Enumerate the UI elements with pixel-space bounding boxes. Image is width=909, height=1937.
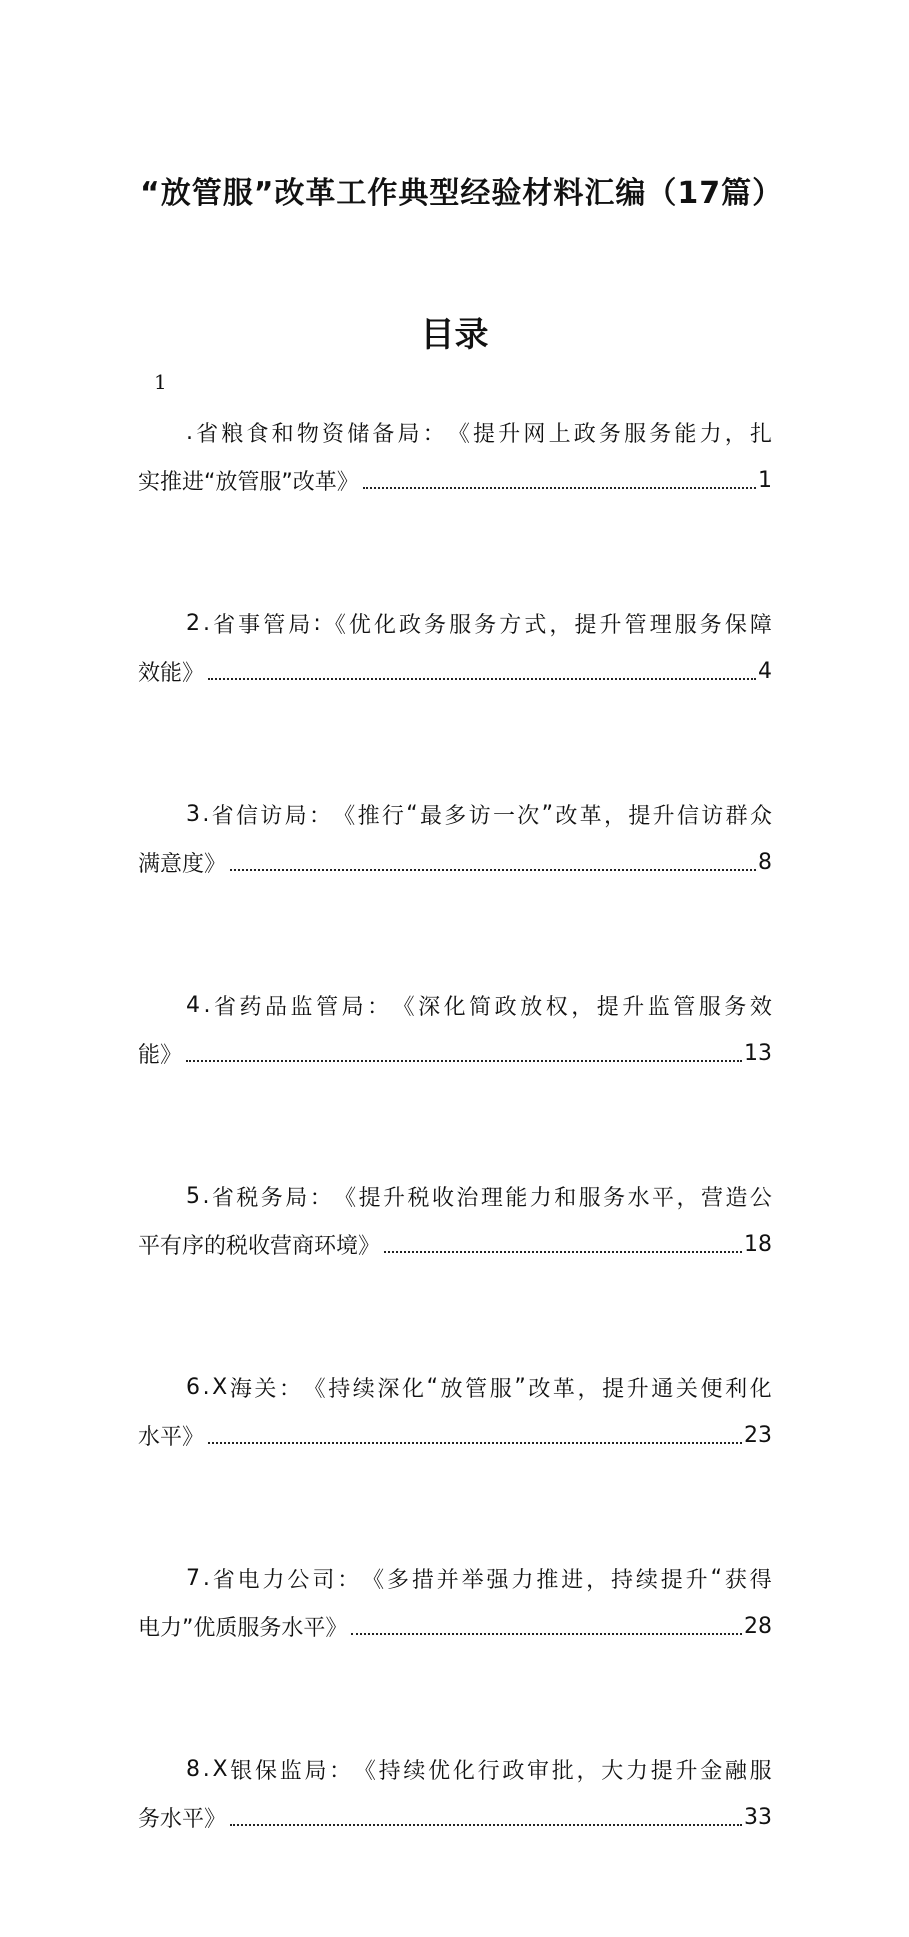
toc-page-number: 18 [744,1231,772,1257]
toc-page-number: 33 [744,1804,772,1830]
toc-entry-title-line: 2 . 省 事 管 局 : 《 优 化 政 务 服 务 方 式 ， 提 升 管 理 服 务 保 障 [186,611,772,638]
toc-page-number: 13 [744,1040,772,1066]
dot-leader [208,678,756,680]
toc-entry[interactable] [138,1746,772,1937]
toc-entry[interactable] [138,1555,772,1746]
toc-entry[interactable] [138,1364,772,1555]
toc-entry-title-tail: 务水平》 [138,1806,227,1832]
toc-entry-continuation-line [138,1602,772,1650]
toc-entry-continuation-line [138,647,772,695]
toc-entry-title-tail: 水平》 [138,1424,205,1450]
toc-entry-continuation-line [138,1793,772,1841]
dot-leader [363,487,756,489]
toc-entry-continuation-line [138,1220,772,1268]
toc-entry-title-tail: 平有序的税收营商环境》 [138,1233,381,1259]
document-title: “放管服”改革工作典型经验材料汇编（17篇） [140,176,784,211]
toc-entry-title-line: 6 . X 海 关 ： 《 持 续 深 化 “ 放 管 服 ” 改 革 ， 提 升 通 关 便 利 化 [186,1375,772,1402]
dot-leader [230,1824,742,1826]
toc-entry-continuation-line [138,456,772,504]
toc-entry-continuation-line [138,1411,772,1459]
toc-entry[interactable] [138,1173,772,1364]
toc-page-number: 28 [744,1613,772,1639]
toc-entry-title-tail: 能》 [138,1042,183,1068]
toc-entry-title-tail: 实推进“放管服”改革》 [138,469,359,495]
toc-page-number: 1 [758,467,772,493]
toc-entry-title-line: 3 . 省 信 访 局 ： 《 推 行 “ 最 多 访 一 次 ” 改 革 ， 提 升 信 访 群 众 [186,802,772,829]
toc-page-number: 4 [758,658,772,684]
toc-entry[interactable] [138,791,772,982]
toc-entry-title-line: 5 . 省 税 务 局 ： 《 提 升 税 收 治 理 能 力 和 服 务 水 平 ， 营 造 公 [186,1184,772,1211]
toc-entry-title-line: 7 . 省 电 力 公 司 ： 《 多 措 并 举 强 力 推 进 ， 持 续 提 升 “ 获 得 [186,1566,772,1593]
toc-entry-title-tail: 效能》 [138,660,205,686]
toc-page-number: 23 [744,1422,772,1448]
toc-entry-title-tail: 满意度》 [138,851,227,877]
toc-entry-title-line: 8 . X 银 保 监 局 ： 《 持 续 优 化 行 政 审 批 ， 大 力 提 升 金 融 服 [186,1757,772,1784]
toc-entry[interactable] [138,600,772,791]
stray-number: 1 [154,370,167,394]
toc-entry-continuation-line [138,1029,772,1077]
dot-leader [384,1251,742,1253]
toc-entry-title-line: 4 . 省 药 品 监 管 局 ： 《 深 化 简 政 放 权 ， 提 升 监 管 服 务 效 [186,993,772,1020]
toc-page-number: 8 [758,849,772,875]
dot-leader [230,869,756,871]
toc-heading: 目录 [420,315,489,355]
toc-entry-title-line: . 省 粮 食 和 物 资 储 备 局 ： 《 提 升 网 上 政 务 服 务 能 力 ， 扎 [186,420,772,447]
dot-leader [208,1442,742,1444]
toc-entry-title-tail: 电力”优质服务水平》 [138,1615,348,1641]
toc-entry[interactable] [138,982,772,1173]
toc-list [138,409,772,1937]
dot-leader [186,1060,742,1062]
toc-entry[interactable] [138,409,772,600]
toc-entry-continuation-line [138,838,772,886]
dot-leader [351,1633,742,1635]
